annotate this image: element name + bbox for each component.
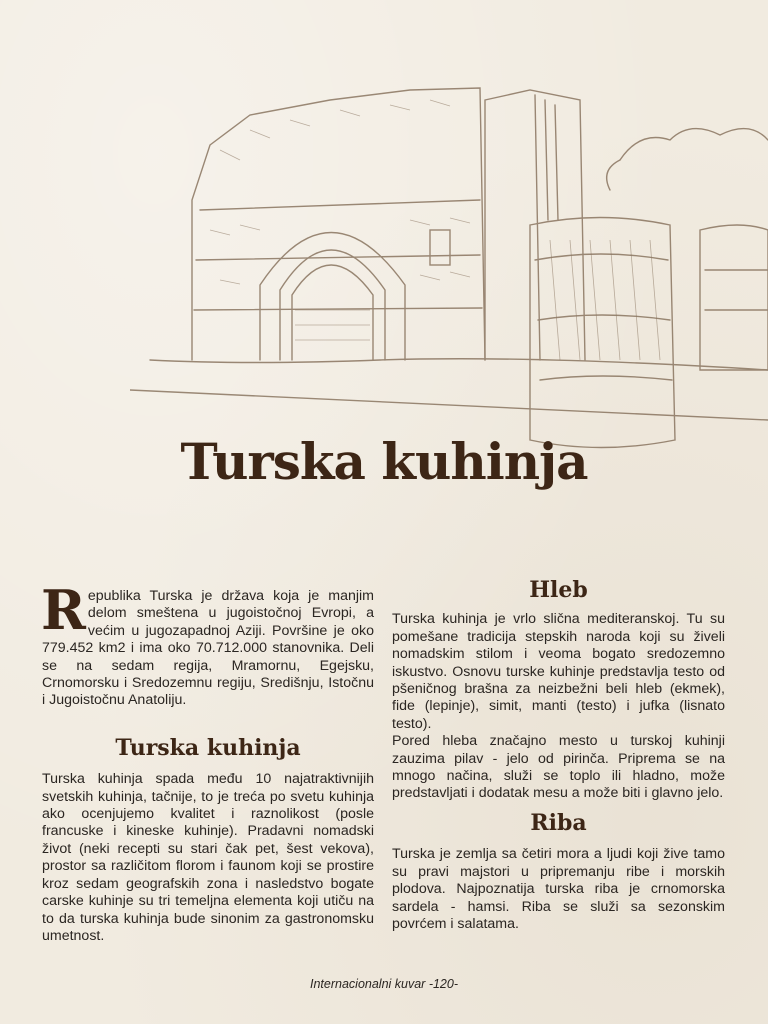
riba-paragraph: Turska je zemlja sa četiri mora a ljudi koji žive tamo su pravi majstori u pripremanju ribe i morskih plodova. Najpoznatija turska riba je crnomorska sardela - hamsi. Riba se služi sa sezonskim povrćem i salatama. xyxy=(392,846,725,932)
page-footer: Internacionalni kuvar -120- xyxy=(310,977,458,991)
intro-text: epublika Turska je država koja je manjim delom smeštena u jugoistočnoj Evropi, a većim u jugozapadnoj Aziji. Površine je oko 779.452 km2 i ima oko 70.712.000 stanovnika. Deli se na sedam regija, Mramornu, Egejsku, Crnomorsku i Sredozemnu regiju, Središnju, Istočnu i Jugoistočnu Anatoliju. xyxy=(42,588,374,709)
hleb-paragraph-1: Turska kuhinja je vrlo slična mediteranskoj. Tu su pomešane tradicija stepskih naroda koji su živeli nomadskim stilom i veoma bogato sredozemno iskustvo. Osnovu turske kuhinje predstavlja testo od pšeničnog brašna za neizbežni beli hleb (ekmek), fide (lepinje), simit, manti (testo) i jufka (lisnato testo). xyxy=(392,611,725,732)
page-title: Turska kuhinja xyxy=(180,432,588,491)
turska-kuhinja-paragraph: Turska kuhinja spada među 10 najatraktivnijih svetskih kuhinja, tačnije, to je treća po svetu kuhinja ako ocenjujemo kvalitet i raznolikost (posle francuske i kineske kuhinje). Pradavni nomadski život (neki recepti su stari čak pet, šest vekova), prostor sa različitom florom i faunom koji se prostire kroz sedam geografskih zona i nasledstvo bogate carske kuhinje su tri temeljna elementa koji utiču na to da turska kuhinja bude sinonim za gastronomsku umetnost. xyxy=(42,771,374,944)
intro-paragraph xyxy=(41,578,374,710)
castle-ruins-sketch-icon xyxy=(130,60,768,450)
section-heading-hleb: Hleb xyxy=(529,577,588,603)
left-column xyxy=(41,578,374,945)
hleb-paragraph-2: Pored hleba značajno mesto u turskoj kuhinji zauzima pilav - jelo od pirinča. Priprema se na mnogo načina, služi se toplo ili hladno, može predstavljati i dodatak mesu a može biti i glavno jelo. xyxy=(392,733,725,802)
drop-cap: R xyxy=(41,578,86,642)
section-heading-turska-kuhinja: Turska kuhinja xyxy=(115,734,301,761)
right-column xyxy=(392,577,725,933)
section-heading-riba: Riba xyxy=(530,809,587,836)
